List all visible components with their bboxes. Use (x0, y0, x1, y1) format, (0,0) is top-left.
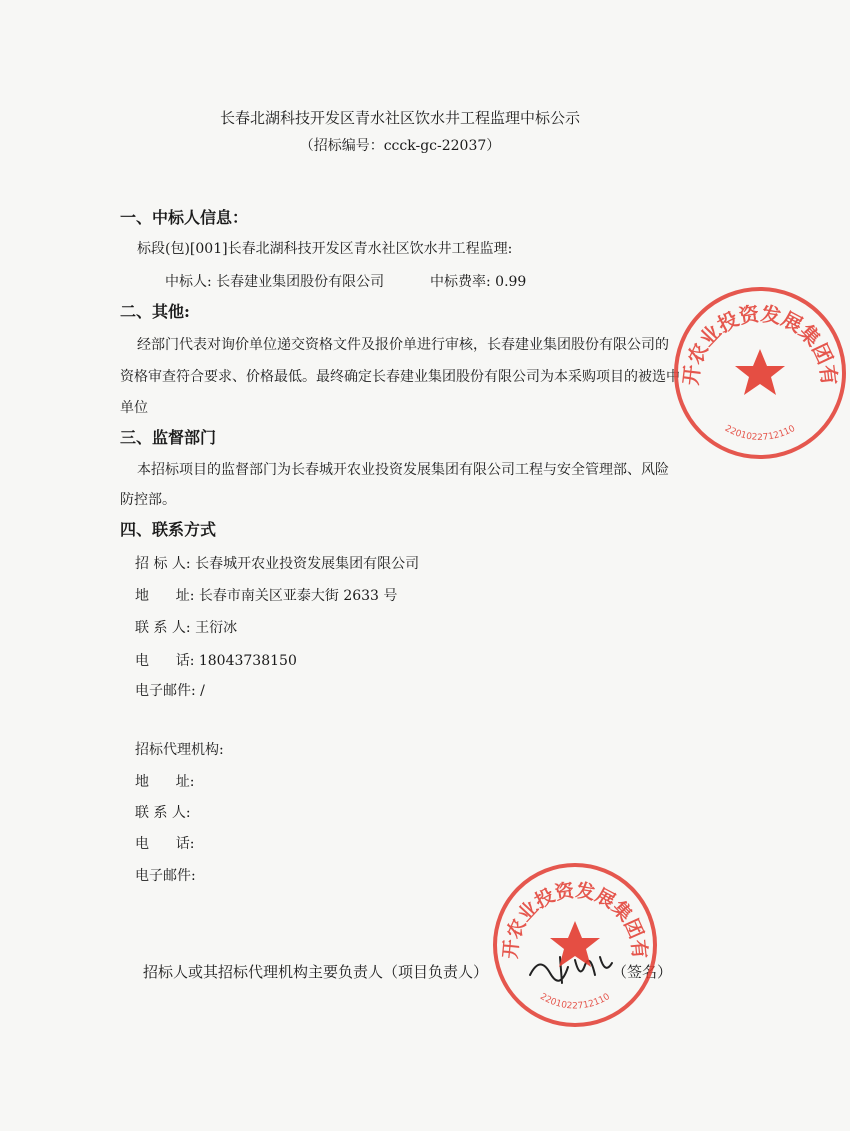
email-line: 电子邮件: / (135, 683, 205, 699)
section3-line2: 防控部。 (120, 492, 176, 508)
tenderer-line: 招 标 人: 长春城开农业投资发展集团有限公司 (135, 556, 420, 572)
section1-heading: 一、中标人信息： (120, 208, 249, 227)
section2-heading: 二、其他: (120, 302, 190, 321)
signature-suffix: （签名） (612, 963, 673, 981)
svg-text:长春城开农业投资发展集团有限公司: 开农业投资发展集团有 (678, 301, 842, 387)
company-seal-top-right (670, 283, 850, 463)
lot-line: 标段(包)[001]长春北湖科技开发区青水社区饮水井工程监理: (137, 241, 513, 257)
svg-text:2201022712110: 2201022712110 (722, 423, 798, 443)
signature-label: 招标人或其招标代理机构主要负责人（项目负责人） (143, 963, 489, 981)
section2-line3: 单位 (120, 400, 148, 416)
agency-phone-line: 电 话: (135, 836, 195, 852)
agency-contact-line: 联 系 人: (135, 805, 191, 821)
section2-line2: 资格审查符合要求、价格最低。最终确定长春建业集团股份有限公司为本采购项目的被选中 (120, 369, 680, 385)
agency-email-line: 电子邮件: (135, 868, 196, 884)
fee-rate: 中标费率: 0.99 (430, 274, 527, 290)
address-line: 地 址: 长春市南关区亚泰大街 2633 号 (135, 588, 398, 604)
phone-line: 电 话: 18043738150 (135, 653, 297, 669)
section4-heading: 四、联系方式 (120, 520, 217, 539)
document-title: 长春北湖科技开发区青水社区饮水井工程监理中标公示 (219, 109, 580, 127)
winner-line: 中标人: 长春建业集团股份有限公司 (165, 274, 385, 290)
svg-text:长春城开农业投资发展集团有限公司: 开农业投资发展集团有 (499, 879, 651, 960)
company-seal-bottom (490, 860, 660, 1030)
section2-line1: 经部门代表对询价单位递交资格文件及报价单进行审核，长春建业集团股份有限公司的 (137, 337, 669, 353)
section3-heading: 三、监督部门 (120, 428, 217, 447)
contact-line: 联 系 人: 王衍冰 (135, 620, 238, 636)
svg-text:2201022712110: 2201022712110 (538, 991, 612, 1012)
agency-line: 招标代理机构: (135, 742, 224, 758)
section3-line1: 本招标项目的监督部门为长春城开农业投资发展集团有限公司工程与安全管理部、风险 (137, 462, 669, 478)
agency-address-line: 地 址: (135, 774, 195, 790)
bid-number: （招标编号：ccck-gc-22037） (299, 138, 501, 154)
